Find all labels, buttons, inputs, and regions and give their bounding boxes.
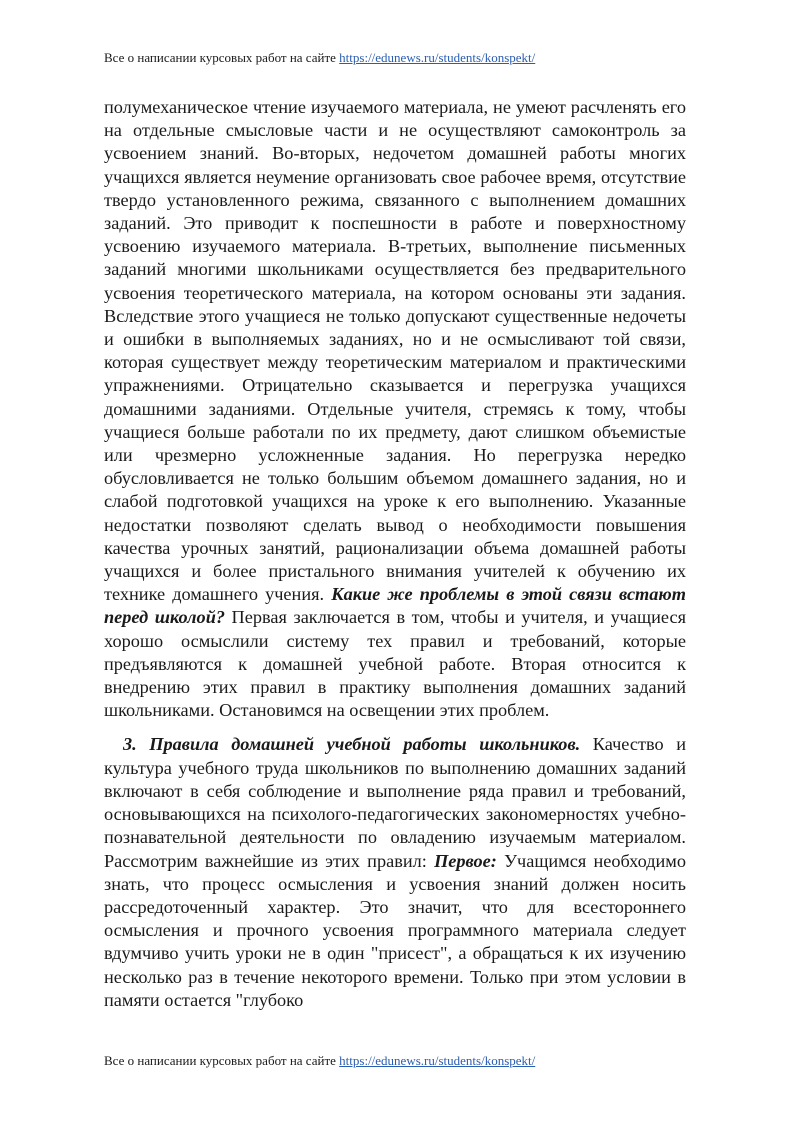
paragraph-text: полумеханическое чтение изучаемого материала, не умеют расчленять его на отдельные смысловые части и не осуществляют самоконтроль за усвоением знаний. Во-вторых, недочетом домашней работы многих учащихся является неумение организовать свое рабочее время, отсутствие твердо установленного режима, связанного с выполнением домашних заданий. Это приводит к поспешности в работе и поверхностному усвоению изучаемого материала. В-третьих, выполнение письменных заданий многими школьниками осуществляется без предварительного усвоения теоретического материала, на котором основаны эти задания. Вследствие этого учащиеся не только допускают существенные недочеты и ошибки в выполняемых заданиях, но и не осмысливают той связи, которая существует между теоретическим материалом и практическими упражнениями. Отрицательно сказывается и перегрузка учащихся домашними заданиями. Отдельные учителя, стремясь к тому, чтобы учащиеся больше работали по их предмету, дают слишком объемистые или чрезмерно усложненные задания. Но перегрузка нередко обусловливается не только большим объемом домашнего задания, но и слабой подготовкой учащихся на уроке к его выполнению. Указанные недостатки позволяют сделать вывод о необходимости повышения качества урочных занятий, рационализации объема домашней работы учащихся и более пристального внимания учителей к обучению их технике домашнего учения. (104, 97, 686, 605)
footer-link[interactable]: https://edunews.ru/students/konspekt/ (339, 1053, 536, 1068)
page-header (104, 50, 535, 66)
header-link[interactable]: https://edunews.ru/students/konspekt/ (339, 50, 536, 65)
document-body (104, 96, 686, 1012)
section-heading: 3. Правила домашней учебной работы школьников. (123, 734, 581, 755)
emphasized-question: Какие же проблемы в этой связи встают перед школой? (104, 584, 686, 628)
paragraph-text: Качество и культура учебного труда школьников по выполнению домашних заданий включают в себя соблюдение и выполнение ряда правил и требований, основывающихся на психолого-педагогических закономерностях учебно-познавательной деятельности по овладению изучаемым материалом. Рассмотрим важнейшие из этих правил: (104, 734, 686, 871)
rule-label-first: Первое: (434, 850, 497, 871)
paragraph-homework-shortcomings (104, 96, 686, 722)
paragraph-text: Первая заключается в том, чтобы и учителя, и учащиеся хорошо осмыслили систему тех правил и требований, которые предъявляются к домашней учебной работе. Вторая относится к внедрению этих правил в практику выполнения домашних заданий школьниками. Остановимся на освещении этих проблем. (104, 607, 686, 721)
page-footer (104, 1053, 535, 1069)
paragraph-text: Учащимся необходимо знать, что процесс осмысления и усвоения знаний должен носить рассредоточенный характер. Это значит, что для всестороннего осмысления и прочного усвоения программного материала следует вдумчиво учить уроки не в один "присест", а обращаться к их изучению несколько раз в течение некоторого времени. Только при этом условии в памяти остается "глубоко (104, 850, 686, 1010)
paragraph-homework-rules (104, 733, 686, 1011)
footer-text: Все о написании курсовых работ на сайте (104, 1053, 340, 1068)
header-text: Все о написании курсовых работ на сайте (104, 50, 340, 65)
